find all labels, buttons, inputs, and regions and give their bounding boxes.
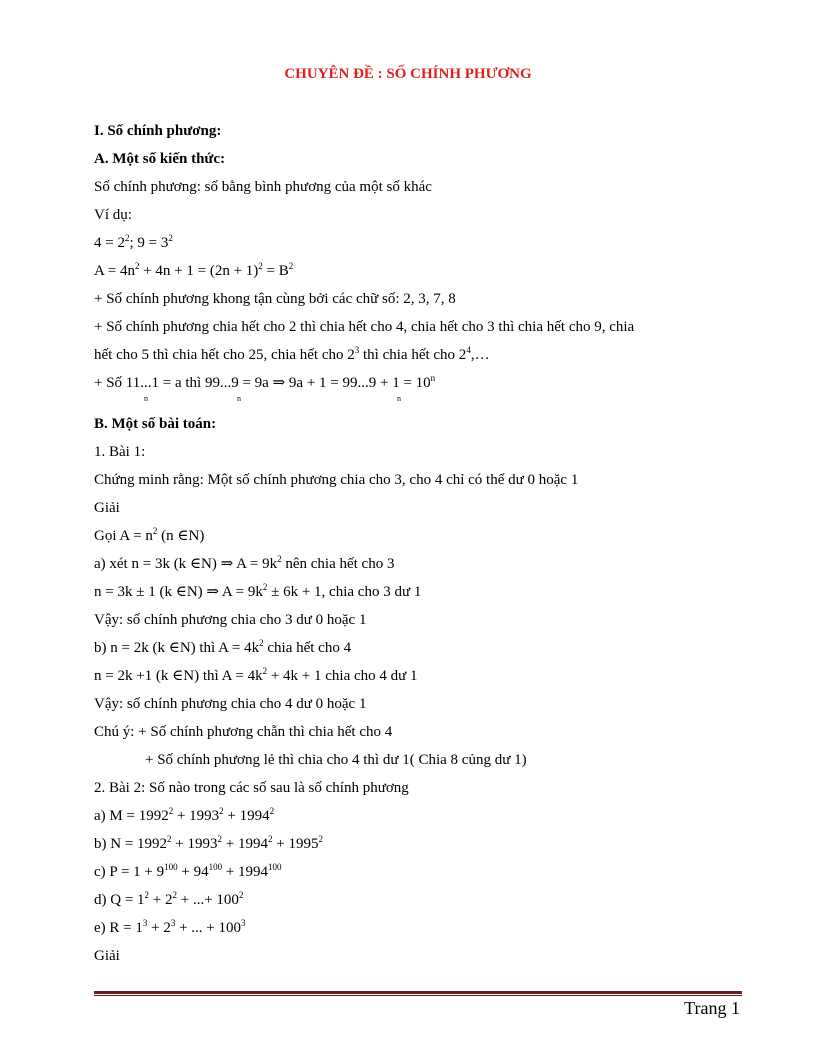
subscript-n-3: n	[397, 394, 401, 403]
question-d: d) $Q = 1^2 + 2^2$ + ...+ $100^2$	[94, 890, 244, 908]
question-a: a) $M = 1992^2 + 1993^2 + 1994^2$	[94, 806, 275, 824]
exercise-1-question: Chứng minh rằng: Một số chính phương chia cho 3, cho 4 chỉ có thể dư 0 hoặc 1	[94, 472, 579, 488]
property-3: hết cho 5 thì chia hết cho 25, chia hết cho $2^3$ thì chia hết cho $2^4,\dots$	[94, 345, 490, 363]
footer-divider-thick	[94, 991, 742, 994]
property-4: + Số 11...1 = a thì 99...9 = 9a ⇒ $9a + 1 = 99...9 + 1 = 10^n$	[94, 373, 436, 391]
footer-divider-thin	[94, 995, 742, 996]
page-number: Trang 1	[684, 998, 740, 1018]
solution-line-7: Vậy: số chính phương chia cho 4 dư 0 hoặc 1	[94, 696, 367, 712]
solution-label-2: Giải	[94, 948, 120, 964]
subscript-n-2: n	[237, 394, 241, 403]
question-c: c) $P = 1 + 9^{100} + 94^{100} + 1994^{100}$	[94, 862, 282, 880]
example-line-1: $4 = 2^2$; $9 = 3^2$	[94, 233, 173, 251]
definition-text: Số chính phương: số bằng bình phương của một số khác	[94, 179, 432, 195]
section-heading-i: I. Số chính phương:	[94, 123, 222, 139]
exercise-2-label: 2. Bài 2: Số nào trong các số sau là số chính phương	[94, 780, 409, 796]
implies-arrow: ⇒	[272, 375, 286, 391]
solution-line-2: a) xét n = 3k (k ∈N) ⇒ $A = 9k^2$ nên chia hết cho 3	[94, 554, 395, 572]
question-b: b) $N = 1992^2 + 1993^2 + 1994^2 + 1995^2$	[94, 834, 323, 852]
solution-line-4: Vậy: số chính phương chia cho 3 dư 0 hoặc 1	[94, 612, 367, 628]
property-2: + Số chính phương chia hết cho 2 thì chia hết cho 4, chia hết cho 3 thì chia hết cho 9, chia	[94, 319, 635, 335]
solution-line-6: n = 2k +1 (k ∈N) thì $A = 4k^2 + 4k + 1$ chia cho 4 dư 1	[94, 666, 418, 684]
note-line-1: Chú ý: + Số chính phương chẵn thì chia hết cho 4	[94, 724, 393, 740]
section-heading-a: A. Một số kiến thức:	[94, 151, 226, 167]
page-title: CHUYÊN ĐỀ : SỐ CHÍNH PHƯƠNG	[284, 66, 532, 82]
solution-line-5: b) n = 2k (k ∈N) thì $A = 4k^2$ chia hết cho 4	[94, 638, 352, 656]
solution-line-1: Gọi $A = n^2$ (n ∈N)	[94, 526, 205, 544]
solution-line-3: n = 3k ± 1 (k ∈N) ⇒ $A = 9k^2 \pm 6k + 1$, chia cho 3 dư 1	[94, 582, 422, 600]
question-e: e) $R = 1^3 + 2^3$ + ... + $100^3$	[94, 918, 246, 936]
subscript-n-1: n	[144, 394, 148, 403]
section-heading-b: B. Một số bài toán:	[94, 416, 217, 432]
solution-label-1: Giải	[94, 500, 120, 516]
example-label: Ví dụ:	[94, 207, 132, 223]
property-1: + Số chính phương khong tận cùng bởi các chữ số: 2, 3, 7, 8	[94, 291, 456, 307]
example-line-2: $A = 4n^2 + 4n + 1 = (2n + 1)^2 = B^2$	[94, 261, 294, 279]
note-line-2: + Số chính phương lẻ thì chia cho 4 thì dư 1( Chia 8 củng dư 1)	[145, 752, 527, 768]
exercise-1-label: 1. Bài 1:	[94, 444, 146, 460]
